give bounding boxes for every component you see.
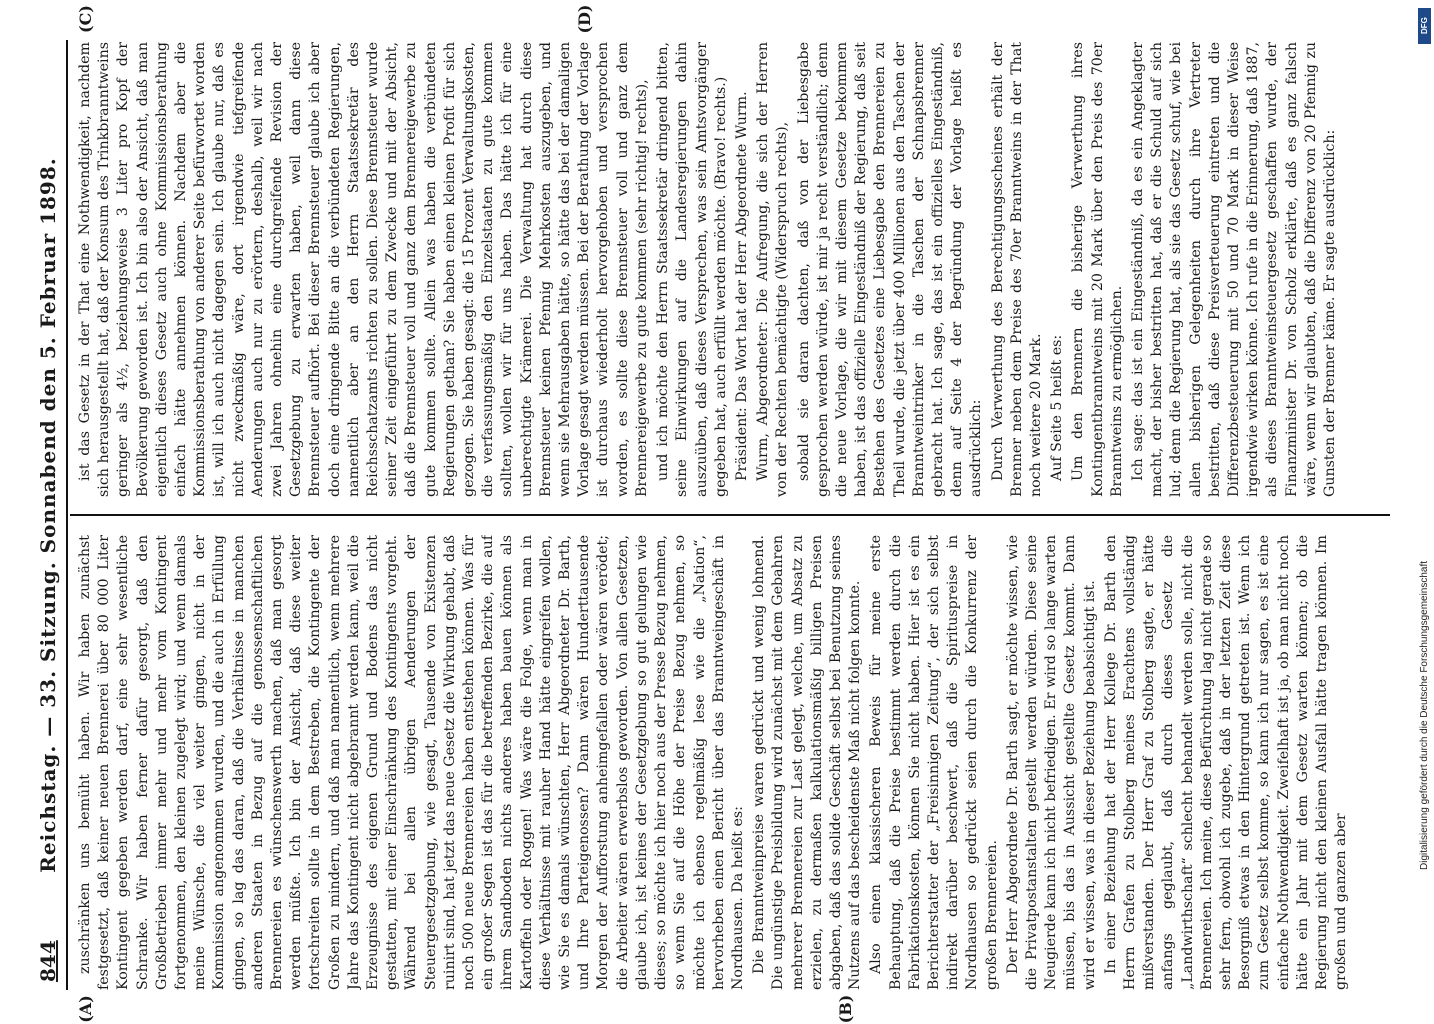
paragraph: Ich sage: das ist ein Eingeständniß, da es ein Angeklagter macht, der bisher bestritten hat, daß er die Schuld auf sich lud; denn die Regierung hat, als sie das Gesetz schuf, wie bei allen bisherigen Gelegenheiten durch ihre Vertreter bestritten, daß diese Preisverteuerung eintreten und die Differenzbesteuerung mit 50 und 70 Mark in dieser Weise irgendwie wirken könne. Ich rufe in die Erinnerung, daß 1887, als dieses Branntweinsteuergesetz geschaffen wurde, der Finanzminister Dr. von Scholz erklärte, daß es ganz falsch wäre, wenn wir glaubten, daß die Differenz von 20 Pfennig zu Gunsten der Brenner käme. Er sagte ausdrücklich: [1129, 42, 1338, 497]
paragraph: und ich möchte den Herrn Staatssekretär dringend bitten, seine Einwirkungen auf die Landesregierungen dahin auszuüben, daß dieses Versprechen, was sein Amtsvorgänger gegeben hat, auch erfüllt werden möchte. (Bravo! rechts.) [655, 42, 729, 497]
paragraph: Also einen klassischeren Beweis für meine erste Behauptung, daß die Preise bestimmt werden durch die Fabrikationskosten, können Sie nicht haben. Hier ist es ein Berichterstatter der „Freisinnigen Zeitung“, der sich selbst indirekt darüber beschwert, daß die Spirituspreise in Nordhausen so gedrückt seien durch die Konkurrenz der großen Brennereien. [868, 535, 1000, 990]
paragraph: Durch Verwerthung des Berechtigungsscheines erhält der Brenner neben dem Preise des 70er Branntweins in der That noch weitere 20 Mark. [989, 42, 1044, 497]
paragraph: Wurm, Abgeordneter: Die Aufregung, die sich der Herren von der Rechten bemächtigte (Widerspruch rechts), [755, 42, 791, 497]
margin-marker-a: (A) [76, 995, 95, 1023]
paragraph: sobald sie daran dachten, daß von der Liebesgabe gesprochen werden würde, ist mir ja recht verständlich; denn die neue Vorlage, die wir mit diesem Gesetze bekommen haben, ist das offizielle Eingeständniß der Regierung, daß seit Bestehen des Gesetzes eine Liebesgabe den Brennereien zu Theil wurde, die jetzt über 400 Millionen aus den Taschen der Branntweintrinker in die Taschen der Schnapsbrenner gebracht hat. Ich sage, das ist ein offizielles Eingeständniß, denn auf Seite 4 der Begründung der Vorlage heißt es ausdrücklich: [795, 42, 985, 497]
margin-marker-c: (C) [76, 5, 95, 33]
column-divider [70, 514, 1390, 516]
margin-marker-d: (D) [575, 4, 594, 34]
paragraph: In einer Beziehung hat der Herr Kollege Dr. Barth den Herrn Grafen zu Stolberg meines Erachtens vollständig mißverstanden. Der Herr Graf zu Stolberg sagte, er hätte anfangs geglaubt, daß durch dieses Gesetz die „Landwirthschaft“ schlecht behandelt werden solle, nicht die Brennereien. Ich meine, diese Befürchtung lag nicht gerade so sehr fern, obwohl ich zugebe, daß in der letzten Zeit diese Besorgniß etwas in den Hintergrund getreten ist. Wenn ich zum Gesetz selbst komme, so kann ich nur sagen, es ist eine einfache Nothwendigkeit. Zweifelhaft ist ja, ob man nicht noch hätte ein Jahr mit dem Gesetz warten können; ob die Regierung nicht den kleinen Ausfall hätte tragen können. Im großen und ganzen aber [1102, 535, 1350, 990]
credit-text: Digitalisierung gefördert durch die Deutsche Forschungsgemeinschaft [1419, 560, 1430, 870]
paragraph: Der Herr Abgeordnete Dr. Barth sagt, er möchte wissen, wie die Privatpostanstalten gestellt werden würden. Diese seine Neugierde kann ich nicht befriedigen. Er wird so lange warten müssen, bis das in Aussicht gestellte Gesetz kommt. Dann wird er wissen, was in dieser Beziehung beabsichtigt ist. [1004, 535, 1098, 990]
right-column [76, 42, 1386, 497]
paragraph: Die Branntweinpreise waren gedrückt und wenig lohnend. Die ungünstige Preisbildung wird zunächst mit dem Gebahren mehrerer Brennereien zur Last gelegt, welche, um Absatz zu erzielen, zu dermaßen kalkulationsmäßig billigen Preisen abgaben, daß das solide Geschäft selbst bei Benutzung seines Nutzens auf das bescheidenste Maß nicht folgen konnte. [751, 535, 864, 990]
paragraph: Auf Seite 5 heißt es: [1049, 334, 1066, 481]
page-header [30, 40, 68, 990]
paragraph: Um den Brennern die bisherige Verwerthung ihres Kontingentbranntweins mit 20 Mark über den Preis des 70er Branntweins zu ermöglichen. [1070, 42, 1125, 497]
page-number: 844 [36, 940, 60, 982]
paragraph: Präsident: Das Wort hat der Herr Abgeordnete Wurm. [733, 91, 750, 481]
paragraph: zuschränken uns bemüht haben. Wir haben zunächst festgesetzt, daß keiner neuen Brennerei über 80 000 Liter Kontingent gegeben werden darf, eine sehr wesentliche Schranke. Wir haben ferner dafür gesorgt, daß den Großbetrieben immer mehr und mehr vom Kontingent fortgenommen, den kleinen zugelegt wird; und wenn damals meine Wünsche, die viel weiter gingen, nicht in der Kommission angenommen wurden, und die auch in Erfüllung gingen, so lag das daran, daß die Verhältnisse in manchen anderen Staaten in Bezug auf die genossenschaftlichen Brennereien es wünschenswerth machen, daß man gesorgt werden müßte. Ich bin der Ansicht, daß diese weiter fortschreiten sollte in dem Bestreben, die Kontingente der Großen zu mindern, und daß man namentlich, wenn mehrere Jahre das Kontingent nicht abgebrannt werden kann, weil die Erzeugnisse des eigenen Grund und Bodens das nicht gestatten, mit einer Einschränkung des Kontingents vorgeht. Während bei allen übrigen Aenderungen der Steuergesetzgebung, wie gesagt, Tausende von Existenzen ruinirt sind, hat jetzt das neue Gesetz die Wirkung gehabt, daß noch 500 neue Brennereien haben entstehen können. Was für ein großer Segen ist das für die betreffenden Bezirke, die auf ihrem Sandboden nichts anderes haben bauen können als Kartoffeln oder Roggen! Was wäre die Folge, wenn man in diese Verhältnisse mit rauher Hand hätte eingreifen wollen, wie Sie es damals wünschten, Herr Abgeordneter Dr. Barth, und Ihre Parteigenossen? Dann wären Hunderttausende Morgen der Aufforstung anheimgefallen oder wären verödet; die Arbeiter wären erwerbslos geworden. Von allen Gesetzen, glaube ich, ist keines der Gesetzgebung so gut gelungen wie dieses; so möchte ich hier noch aus der Presse Bezug nehmen, so wenn Sie auf die Höhe der Preise Bezug nehmen, so möchte ich ebenso regelmäßig lese wie die „Nation“, hervorheben einen Bericht über das Branntweingeschäft in Nordhausen. Da heißt es: [77, 535, 746, 990]
margin-marker-b: (B) [836, 994, 855, 1024]
digitization-credit [1418, 8, 1432, 988]
page-title: Reichstag. — 33. Sitzung. Sonnabend den 5. Februar 1898. [36, 157, 60, 873]
left-column [76, 535, 1386, 990]
paragraph: ist das Gesetz in der That eine Nothwendigkeit, nachdem sich herausgestellt hat, daß der Konsum des Trinkbranntweins geringer als 4½, beziehungsweise 3 Liter pro Kopf der Bevölkerung geworden ist. Ich bin also der Ansicht, daß man eigentlich dieses Gesetz auch ohne Kommissionsberathung einfach hätte annehmen können. Nachdem aber die Kommissionsberathung von anderer Seite befürwortet worden ist, will ich auch nicht dagegen sein. Ich glaube nur, daß es nicht zweckmäßig wäre, dort irgendwie tiefgreifende Aenderungen auch nur zu erörtern, deshalb, weil wir nach zwei Jahren ohnehin eine durchgreifende Revision der Gesetzgebung zu erwarten haben, weil dann diese Brennsteuer aufhört. Bei dieser Brennsteuer glaube ich aber doch eine dringende Bitte an die verbündeten Regierungen, namentlich aber an den Herrn Staatssekretär des Reichsschatzamts richten zu sollen. Diese Brennsteuer wurde seiner Zeit eingeführt zu dem Zwecke und mit der Absicht, daß die Brennsteuer voll und ganz dem Brennereigewerbe zu gute kommen sollte. Allein was haben die verbündeten Regierungen gethan? Sie haben einen kleinen Profit für sich gezogen. Sie haben gesagt: die 15 Prozent Verwaltungskosten, die verfassungsmäßig den Einzelstaaten zu gute kommen sollten, wollen wir für uns haben. Das hätte ich für eine unberechtigte Krämerei. Die Verwaltung hat durch diese Brennsteuer keinen Pfennig Mehrkosten auszugeben, und wenn sie Mehrausgaben hätte, so hätte das bei der damaligen Vorlage gesagt werden müssen. Bei der Berathung der Vorlage ist durchaus wiederholt hervorgehoben und versprochen worden, es sollte diese Brennsteuer voll und ganz dem Brennereigewerbe zu gute kommen (sehr richtig! rechts), [77, 42, 650, 497]
rotated-page [30, 4, 1400, 1024]
dfg-logo: DFG [1418, 8, 1431, 44]
